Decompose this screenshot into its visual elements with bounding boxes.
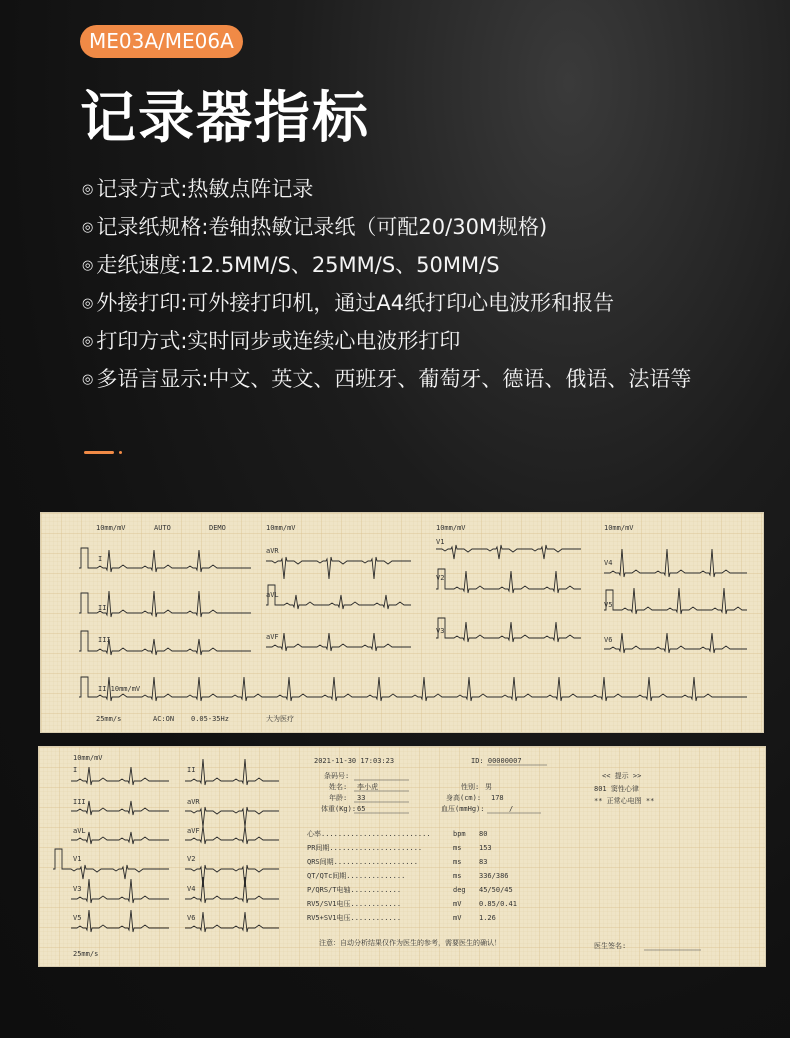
measure-value: 336/386	[479, 872, 509, 880]
measure-value: 83	[479, 858, 488, 866]
report-lead-V4: V4	[187, 885, 196, 893]
measure-label: QRS间期....................	[307, 858, 418, 866]
strip1-header-1: AUTO	[154, 524, 171, 532]
report-lead-aVR: aVR	[187, 798, 200, 806]
spec-item	[82, 250, 691, 288]
hint-conclusion: ** 正常心电图 **	[594, 797, 655, 805]
spec-text: 外接打印:可外接打印机，通过A4纸打印心电波形和报告	[96, 291, 615, 315]
measure-unit: ms	[453, 858, 462, 866]
lead-label-aVL: aVL	[266, 591, 279, 599]
lead-label-III: III	[98, 636, 111, 644]
report-lead-V2: V2	[187, 855, 196, 863]
report-lead-aVF: aVF	[187, 827, 200, 835]
lead-label-V6: V6	[604, 636, 613, 644]
bullet-icon: ◎	[82, 372, 94, 387]
patient-gender-label: 性别:	[461, 783, 480, 791]
lead-label-I: I	[98, 555, 103, 563]
report-speed-top: 10mm/mV	[73, 754, 103, 762]
ecg-strip-graphic	[41, 513, 763, 732]
measure-unit: deg	[453, 886, 466, 894]
patient-weight-value: 65	[357, 805, 366, 813]
bullet-icon: ◎	[82, 182, 94, 197]
bullet-icon: ◎	[82, 296, 94, 311]
accent-divider	[84, 451, 114, 454]
measure-unit: mV	[453, 900, 462, 908]
measure-label: PR间期......................	[307, 844, 423, 852]
lead-label-V1: V1	[436, 538, 445, 546]
ecg-report-graphic	[39, 747, 765, 966]
report-lead-V5: V5	[73, 914, 82, 922]
measure-unit: bpm	[453, 830, 466, 838]
strip1-header-2: DEMO	[209, 524, 226, 532]
spec-item	[82, 174, 691, 212]
patient-bp-value: /	[509, 805, 514, 813]
accent-divider-dot	[119, 451, 122, 454]
report-lead-III: III	[73, 798, 86, 806]
patient-gender-value: 男	[485, 783, 492, 791]
patient-name-label: 姓名:	[329, 783, 348, 791]
strip1-header-3: 10mm/mV	[266, 524, 296, 532]
patient-age-label: 年龄:	[329, 794, 348, 802]
strip1-header-4: 10mm/mV	[436, 524, 466, 532]
spec-item	[82, 212, 691, 250]
spec-item	[82, 326, 691, 364]
lead-label-V3: V3	[436, 627, 445, 635]
patient-height-value: 178	[491, 794, 504, 802]
report-lead-V1: V1	[73, 855, 82, 863]
page-title: 记录器指标	[80, 86, 370, 151]
measure-value: 45/50/45	[479, 886, 513, 894]
strip1-footer-1: AC:ON	[153, 715, 175, 723]
report-lead-aVL: aVL	[73, 827, 86, 835]
measure-label: QT/QTc间期..............	[307, 872, 406, 880]
measure-value: 80	[479, 830, 488, 838]
report-datetime: 2021-11-30 17:03:23	[314, 757, 395, 765]
lead-label-V5: V5	[604, 601, 613, 609]
hint-rhythm: 801 窦性心律	[594, 785, 639, 793]
bullet-icon: ◎	[82, 258, 94, 273]
patient-name-value: 李小虎	[357, 783, 378, 791]
strip1-header-5: 10mm/mV	[604, 524, 634, 532]
ecg-12-lead-strip	[40, 512, 764, 733]
patient-barcode-label: 条码号:	[324, 772, 350, 780]
report-lead-II: II	[187, 766, 196, 774]
lead-label-V4: V4	[604, 559, 613, 567]
spec-text: 走纸速度:12.5MM/S、25MM/S、50MM/S	[96, 253, 500, 277]
bullet-icon: ◎	[82, 220, 94, 235]
measure-unit: mV	[453, 914, 462, 922]
spec-text: 多语言显示:中文、英文、西班牙、葡萄牙、德语、俄语、法语等	[96, 367, 692, 391]
report-lead-V6: V6	[187, 914, 196, 922]
hint-title: << 提示 >>	[602, 772, 642, 780]
measure-unit: ms	[453, 844, 462, 852]
ecg-report-strip	[38, 746, 766, 967]
doctor-sign-label: 医生签名:	[594, 942, 627, 950]
patient-height-label: 身高(cm):	[446, 794, 482, 802]
report-note: 注意：自动分析结果仅作为医生的参考，需要医生的确认！	[319, 939, 501, 947]
report-id: ID: 00000007	[471, 757, 522, 765]
spec-item	[82, 364, 691, 402]
rhythm-lead-label: II 10mm/mV	[98, 685, 141, 693]
patient-bp-label: 血压(mmHg):	[441, 805, 485, 813]
measure-unit: ms	[453, 872, 462, 880]
measure-value: 1.26	[479, 914, 496, 922]
measure-label: 心率..........................	[307, 830, 431, 838]
spec-text: 记录方式:热敏点阵记录	[96, 177, 314, 201]
spec-item	[82, 288, 691, 326]
measure-label: RV5/SV1电压............	[307, 900, 402, 908]
bullet-icon: ◎	[82, 334, 94, 349]
lead-label-aVR: aVR	[266, 547, 279, 555]
report-speed-bottom: 25mm/s	[73, 950, 99, 958]
patient-weight-label: 体重(Kg):	[321, 805, 357, 813]
lead-label-aVF: aVF	[266, 633, 279, 641]
strip1-footer-3: 大为医疗	[266, 715, 294, 723]
strip1-footer-0: 25mm/s	[96, 715, 122, 723]
measure-label: RV5+SV1电压............	[307, 914, 402, 922]
report-lead-V3: V3	[73, 885, 82, 893]
lead-label-V2: V2	[436, 574, 445, 582]
spec-text: 打印方式:实时同步或连续心电波形打印	[96, 329, 461, 353]
model-badge: ME03A/ME06A	[80, 25, 243, 58]
measure-value: 153	[479, 844, 492, 852]
strip1-footer-2: 0.05-35Hz	[191, 715, 229, 723]
spec-list	[82, 174, 691, 402]
measure-value: 0.85/0.41	[479, 900, 517, 908]
strip1-header-0: 10mm/mV	[96, 524, 126, 532]
lead-label-II: II	[98, 604, 107, 612]
report-lead-I: I	[73, 766, 78, 774]
spec-text: 记录纸规格:卷轴热敏记录纸（可配20/30M规格)	[96, 215, 548, 239]
patient-age-value: 33	[357, 794, 366, 802]
measure-label: P/QRS/T电轴............	[307, 886, 402, 894]
